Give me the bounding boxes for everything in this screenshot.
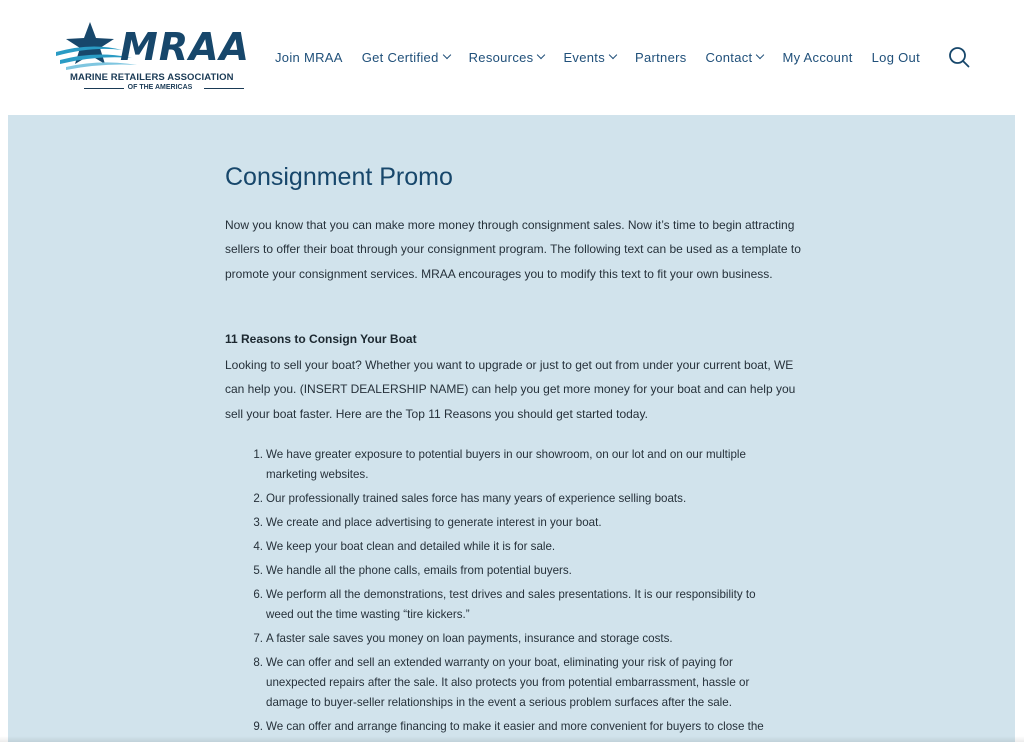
chevron-down-icon (537, 51, 545, 59)
search-icon (948, 46, 970, 68)
nav-my-account[interactable] (782, 50, 852, 65)
list-item (225, 629, 785, 649)
chevron-down-icon (609, 51, 617, 59)
list-text: We perform all the demonstrations, test drives and sales presentations. It is our responsibility to weed out the time wasting “tire kickers.” (266, 588, 756, 621)
list-text: A faster sale saves you money on loan payments, insurance and storage costs. (266, 632, 673, 645)
search-button[interactable] (948, 46, 970, 68)
list-number: 4. (253, 540, 263, 553)
list-item (225, 561, 785, 581)
list-number: 6. (253, 588, 263, 601)
site-header (0, 0, 1024, 115)
nav-label: Log Out (871, 49, 920, 65)
nav-log-out[interactable] (872, 50, 920, 65)
nav-label: Get Certified (361, 49, 439, 65)
reasons-list (225, 445, 785, 741)
nav-partners[interactable] (635, 50, 687, 65)
nav-get-certified[interactable] (362, 50, 450, 65)
main-nav (275, 47, 939, 67)
nav-label: Join MRAA (275, 49, 343, 65)
bottom-shadow (0, 736, 1024, 742)
list-number: 2. (253, 492, 263, 505)
mraa-logo[interactable] (52, 20, 252, 95)
nav-label: Resources (468, 49, 534, 65)
list-item (225, 445, 785, 485)
logo-subtitle-line2: OF THE AMERICAS (127, 84, 193, 91)
list-number: 8. (253, 656, 263, 669)
nav-label: My Account (782, 49, 853, 65)
nav-events[interactable] (563, 50, 616, 65)
chevron-down-icon (442, 51, 450, 59)
nav-contact[interactable] (706, 50, 764, 65)
list-number: 3. (253, 516, 263, 529)
list-item (225, 653, 785, 713)
list-item (225, 513, 785, 533)
list-text: We can offer and sell an extended warranty on your boat, eliminating your risk of paying for unexpected repairs after the sale. It also protects you from potential embarrassment, hassle or damage to buyer-seller relationships in the event a serious problem surfaces after the sale. (266, 656, 750, 709)
nav-label: Contact (705, 49, 753, 65)
list-number: 5. (253, 564, 263, 577)
intro-paragraph: Now you know that you can make more money through consignment sales. Now it’s time to begin attracting sellers to offer their boat through your consignment program. The following text can be used as a template to promote your consignment services. MRAA encourages you to modify this text to fit your own business. (225, 218, 801, 281)
content-area (8, 115, 1015, 742)
list-item (225, 537, 785, 557)
list-text: We have greater exposure to potential buyers in our showroom, on our lot and on our multiple marketing websites. (266, 448, 746, 481)
list-item (225, 585, 785, 625)
list-number: 7. (253, 632, 263, 645)
list-item (225, 717, 785, 737)
page-title: Consignment Promo (225, 163, 453, 191)
logo-divider-right (204, 88, 244, 89)
nav-join-mraa[interactable] (275, 50, 343, 65)
list-text: We can offer and arrange financing to make it easier and more convenient for buyers to close the (266, 720, 764, 733)
list-text: We handle all the phone calls, emails from potential buyers. (266, 564, 572, 577)
list-number: 1. (253, 448, 263, 461)
list-number: 9. (253, 720, 263, 733)
logo-wordmark: MRAA (120, 25, 250, 69)
list-text: We create and place advertising to generate interest in your boat. (266, 516, 602, 529)
nav-label: Partners (635, 49, 687, 65)
section-paragraph: Looking to sell your boat? Whether you want to upgrade or just to get out from under your current boat, WE can help you. (INSERT DEALERSHIP NAME) can help you get more money for your boat and can help you sell your boat faster. Here are the Top 11 Reasons you should get started today. (225, 358, 796, 421)
logo-subtitle-line1: MARINE RETAILERS ASSOCIATION (70, 72, 234, 83)
list-text: Our professionally trained sales force has many years of experience selling boats. (266, 492, 687, 505)
list-text: We keep your boat clean and detailed while it is for sale. (266, 540, 556, 553)
section-heading: 11 Reasons to Consign Your Boat (225, 332, 417, 346)
list-item (225, 489, 785, 509)
nav-resources[interactable] (469, 50, 545, 65)
chevron-down-icon (756, 51, 764, 59)
nav-label: Events (563, 49, 605, 65)
